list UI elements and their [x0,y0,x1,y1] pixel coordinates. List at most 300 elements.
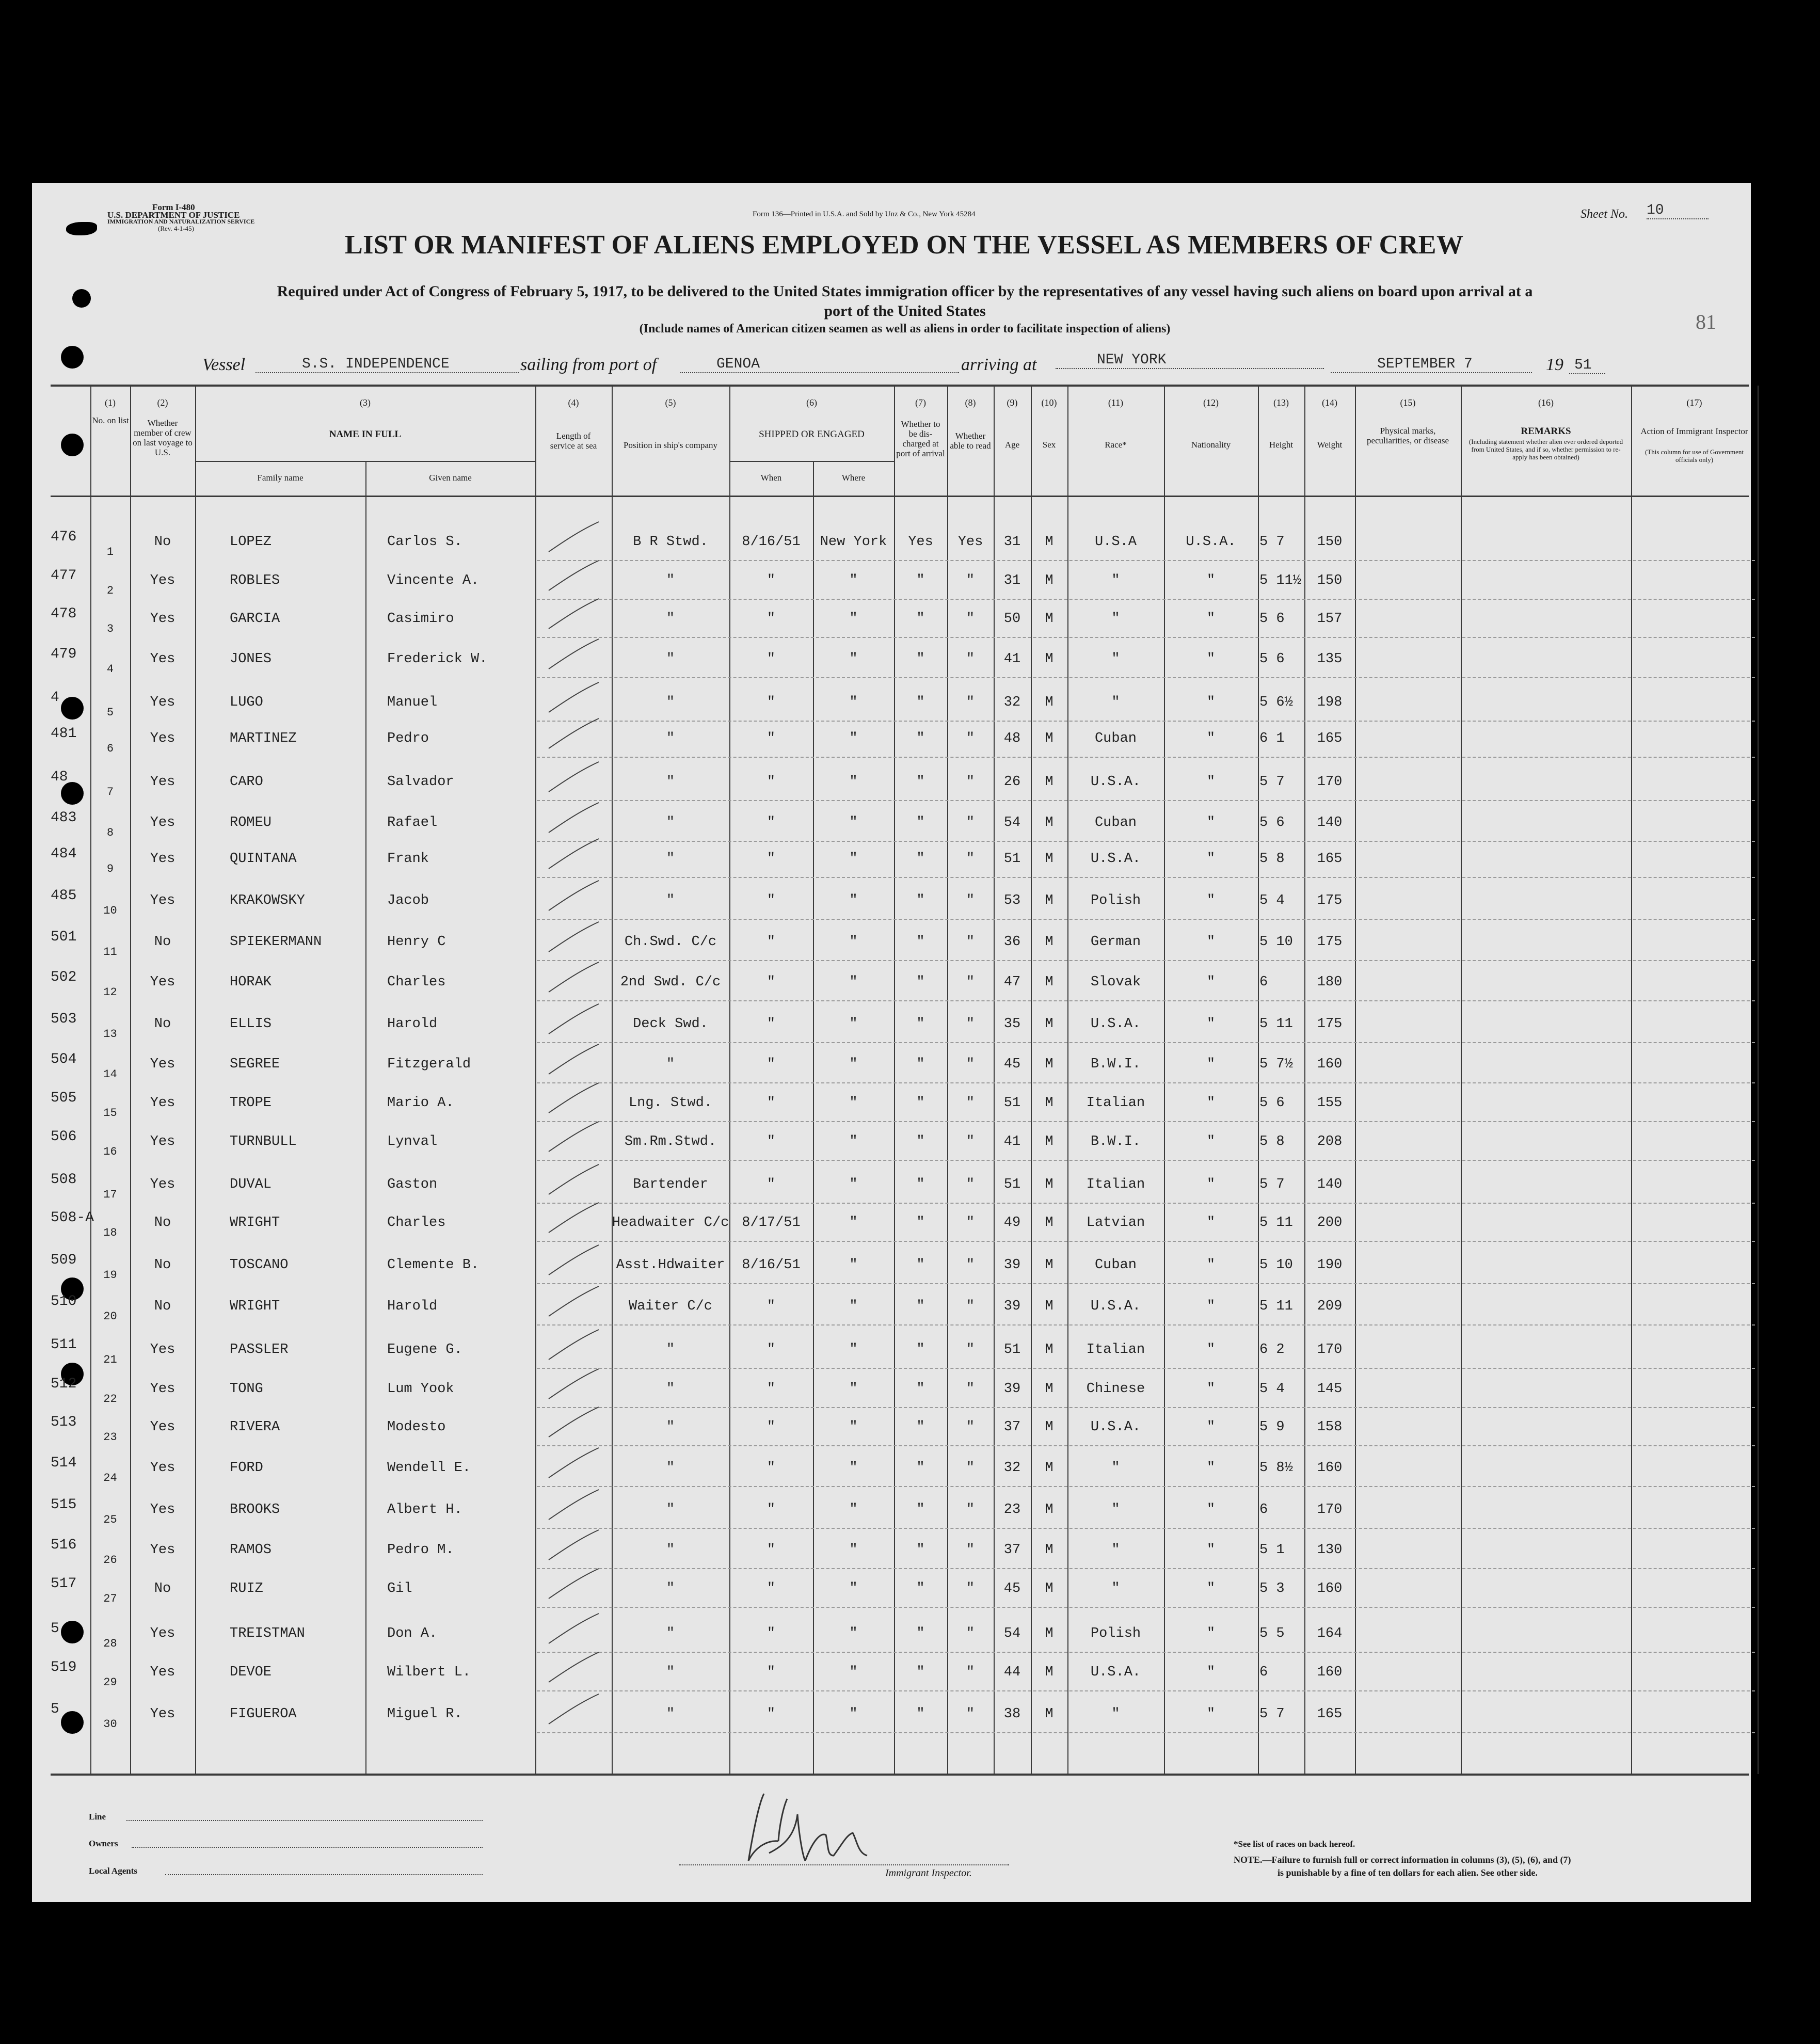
nationality: " [1206,1502,1216,1518]
height: 6 1 [1259,731,1285,746]
col-divider [195,386,196,1774]
crew-last-voyage: Yes [150,611,175,627]
row-rule [537,1241,1755,1242]
nationality: " [1206,774,1216,790]
age: 44 [1003,1665,1021,1680]
given-name: Fitzgerald [387,1057,471,1072]
height: 5 10 [1259,1257,1293,1273]
age: 37 [1003,1542,1021,1558]
position: Lng. Stwd. [628,1095,713,1111]
weight: 150 [1317,573,1343,588]
shipped-when: " [767,1460,776,1476]
nationality: " [1206,611,1216,627]
shipped-when: " [767,1342,776,1358]
shipped-when: " [767,1057,776,1072]
able-to-read: " [966,1419,975,1435]
age: 38 [1003,1706,1021,1722]
sex: M [1045,1342,1053,1358]
margin-number: 481 [51,726,77,742]
service-length-stroke [545,1367,601,1403]
height: 5 8 [1259,1134,1285,1149]
race: Italian [1086,1342,1145,1358]
service-length-stroke [545,760,601,796]
col-divider [1758,386,1759,1774]
weight: 145 [1317,1381,1343,1397]
height: 5 10 [1259,934,1293,950]
able-to-read: Yes [957,534,983,550]
service-length-stroke [545,1284,601,1320]
age: 50 [1003,611,1021,627]
nationality: " [1206,1016,1216,1032]
to-be-discharged: " [916,1665,925,1680]
row-rule [537,1283,1755,1284]
margin-number: 514 [51,1455,77,1471]
col-header-no: No. on list [92,416,129,425]
race: U.S.A. [1090,1299,1141,1314]
shipped-where: " [849,934,858,950]
able-to-read: " [966,1095,975,1111]
sex: M [1045,1502,1053,1518]
row-rule [537,919,1755,920]
shipped-when: " [767,1095,776,1111]
to-be-discharged: " [916,731,925,746]
weight: 140 [1317,1177,1343,1192]
row-rule [537,841,1755,842]
service-length-stroke [545,1650,601,1686]
sex: M [1045,975,1053,990]
nationality: " [1206,851,1216,867]
shipped-where: " [849,1665,858,1680]
age: 45 [1003,1057,1021,1072]
age: 36 [1003,934,1021,950]
position: Deck Swd. [633,1016,708,1032]
family-name: TOSCANO [230,1257,289,1273]
height: 6 2 [1259,1342,1285,1358]
service-length-stroke [545,1201,601,1237]
shipped-when: " [767,1016,776,1032]
col-divider [1461,386,1462,1774]
crew-last-voyage: No [154,1299,171,1314]
punch-hole [72,289,91,308]
nationality: " [1206,893,1216,908]
family-name: MARTINEZ [230,731,297,746]
age: 41 [1003,651,1021,667]
list-number: 29 [103,1676,117,1689]
shipped-when: " [767,1502,776,1518]
race: " [1111,573,1120,588]
margin-number: 478 [51,606,77,622]
nationality: " [1206,1706,1216,1722]
race: U.S.A [1094,534,1137,550]
given-name: Gil [387,1581,412,1596]
form-title: LIST OR MANIFEST OF ALIENS EMPLOYED ON THE VESSEL AS MEMBERS OF CREW [345,230,1464,260]
shipped-where: " [849,1342,858,1358]
given-name: Wendell E. [387,1460,471,1476]
position: Sm.Rm.Stwd. [624,1134,717,1149]
col-number: (12) [1203,397,1219,408]
family-name: TROPE [230,1095,272,1111]
col-header-discharged: Whether to be dis-charged at port of arrival [896,419,945,458]
shipped-when: " [767,1581,776,1596]
service-length-stroke [545,1692,601,1728]
row-rule [537,1528,1755,1529]
sailing-label: sailing from port of [520,355,657,374]
sex: M [1045,731,1053,746]
shipped-when: 8/16/51 [742,1257,801,1273]
position: " [666,731,675,746]
margin-number: 479 [51,646,77,662]
col-number: (11) [1108,397,1124,408]
row-rule [537,757,1755,758]
list-number: 1 [106,546,114,558]
margin-number: 517 [51,1576,77,1592]
position: " [666,1581,675,1596]
nationality: " [1206,1581,1216,1596]
sex: M [1045,1460,1053,1476]
col-divider [1067,386,1068,1774]
col-divider [612,386,613,1774]
race: Latvian [1086,1215,1145,1231]
race: " [1111,1706,1120,1722]
subtitle-line-1: Required under Act of Congress of February 5, 1917, to be delivered to the United States immigration officer by the representatives of any vessel having such aliens on board upon arrival at a [277,283,1533,300]
owners-label: Owners [89,1839,118,1848]
nationality: U.S.A. [1186,534,1236,550]
sheet-label: Sheet No. [1580,207,1628,221]
shipped-where: " [849,1057,858,1072]
service-length-stroke [545,520,601,556]
height: 5 11 [1259,1215,1293,1231]
nationality: " [1206,975,1216,990]
row-rule [537,721,1755,722]
position: " [666,1626,675,1641]
position: Waiter C/c [628,1299,713,1314]
family-name: FIGUEROA [230,1706,297,1722]
shipped-when: " [767,774,776,790]
weight: 165 [1317,851,1343,867]
shipped-when: " [767,1665,776,1680]
weight: 155 [1317,1095,1343,1111]
col-number: (8) [965,397,976,408]
nationality: " [1206,1257,1216,1273]
able-to-read: " [966,893,975,908]
line-label: Line [89,1812,106,1822]
given-name: Albert H. [387,1502,462,1518]
col-header-last-voyage: Whether member of crew on last voyage to U.S. [133,418,193,457]
crew-last-voyage: Yes [150,1460,175,1476]
col-header-shipped: SHIPPED OR ENGAGED [759,429,865,440]
shipped-where: " [849,851,858,867]
sex: M [1045,851,1053,867]
inspector-label: Immigrant Inspector. [885,1867,972,1879]
row-rule [537,800,1755,801]
family-name: ROBLES [230,573,280,588]
age: 23 [1003,1502,1021,1518]
sex: M [1045,1215,1053,1231]
to-be-discharged: " [916,1057,925,1072]
race: U.S.A. [1090,1665,1141,1680]
punch-hole [61,1621,84,1643]
list-number: 30 [103,1718,117,1731]
list-number: 22 [103,1393,117,1406]
able-to-read: " [966,1342,975,1358]
age: 31 [1003,534,1021,550]
penalty-note: NOTE.—Failure to furnish full or correct information in columns (3), (5), (6), and (7) [1234,1855,1571,1865]
able-to-read: " [966,1299,975,1314]
shipped-where: " [849,1502,858,1518]
crew-last-voyage: Yes [150,774,175,790]
service-length-stroke [545,1567,601,1603]
punch-hole [61,346,84,369]
position: " [666,1502,675,1518]
family-name: DUVAL [230,1177,272,1192]
form-revision: (Rev. 4-1-45) [158,225,194,232]
margin-number: 48 [51,769,68,785]
nationality: " [1206,1542,1216,1558]
row-rule [537,960,1755,961]
service-length-stroke [545,558,601,595]
family-name: SPIEKERMANN [230,934,322,950]
crew-last-voyage: Yes [150,893,175,908]
race: " [1111,1581,1120,1596]
shipped-when: " [767,695,776,710]
to-be-discharged: Yes [908,534,933,550]
given-name: Carlos S. [387,534,462,550]
port-of-departure: GENOA [680,356,959,373]
sex: M [1045,695,1053,710]
race: U.S.A. [1090,1419,1141,1435]
height: 5 9 [1259,1419,1285,1435]
given-name: Miguel R. [387,1706,462,1722]
race: Polish [1090,1626,1141,1641]
nationality: " [1206,573,1216,588]
shipped-where: " [849,1299,858,1314]
subtitle-line-3: (Include names of American citizen seamen as well as aliens in order to facilitate inspection of aliens) [639,322,1171,336]
able-to-read: " [966,731,975,746]
list-number: 13 [103,1028,117,1041]
position: " [666,1381,675,1397]
local-agents-field [165,1865,483,1875]
given-name: Henry C [387,934,446,950]
shipped-where: " [849,1095,858,1111]
col-header-action: Action of Immigrant Inspector [1640,426,1748,436]
sex: M [1045,1177,1053,1192]
family-name: ROMEU [230,815,272,831]
col-header-position: Position in ship's company [623,440,718,450]
row-rule [537,1568,1755,1569]
family-name: QUINTANA [230,851,297,867]
service-length-stroke [545,1611,601,1648]
list-number: 25 [103,1513,117,1526]
margin-number: 476 [51,529,77,545]
shipped-where: " [849,1626,858,1641]
list-number: 14 [103,1068,117,1081]
height: 5 7 [1259,774,1285,790]
col-divider [947,386,948,1774]
inspector-signature-line [679,1859,1009,1865]
col-header-height: Height [1269,440,1294,450]
crew-last-voyage: Yes [150,1542,175,1558]
sex: M [1045,1665,1053,1680]
age: 31 [1003,573,1021,588]
able-to-read: " [966,1134,975,1149]
crew-last-voyage: No [154,1215,171,1231]
position: Ch.Swd. C/c [624,934,717,950]
able-to-read: " [966,1542,975,1558]
col-header-where: Where [841,473,866,483]
height: 5 11½ [1259,573,1302,588]
position: " [666,1665,675,1680]
family-name: TONG [230,1381,263,1397]
able-to-read: " [966,1016,975,1032]
table-top-rule [51,385,1749,387]
shipped-where: " [849,1381,858,1397]
shipped-where: " [849,975,858,990]
margin-number: 506 [51,1129,77,1145]
col-number: (6) [806,397,817,408]
shipped-where: " [849,774,858,790]
service-length-stroke [545,1405,601,1441]
col-header-name: NAME IN FULL [329,429,402,440]
to-be-discharged: " [916,651,925,667]
list-number: 24 [103,1472,117,1484]
race: Italian [1086,1095,1145,1111]
given-name: Rafael [387,815,438,831]
crew-last-voyage: Yes [150,1626,175,1641]
race: B.W.I. [1090,1134,1141,1149]
row-rule [537,560,1755,561]
shipped-when: " [767,1381,776,1397]
sex: M [1045,1134,1053,1149]
col-divider [729,386,730,1774]
height: 6 [1259,1665,1268,1680]
list-number: 4 [106,663,114,676]
age: 37 [1003,1419,1021,1435]
row-rule [537,1607,1755,1608]
able-to-read: " [966,1502,975,1518]
col-number: (7) [915,397,926,408]
family-name: RUIZ [230,1581,263,1596]
height: 5 4 [1259,1381,1285,1397]
to-be-discharged: " [916,695,925,710]
shipped-when: " [767,1706,776,1722]
margin-number: 502 [51,969,77,985]
family-name: KRAKOWSKY [230,893,305,908]
able-to-read: " [966,1706,975,1722]
crew-last-voyage: Yes [150,651,175,667]
weight: 158 [1317,1419,1343,1435]
height: 5 11 [1259,1016,1293,1032]
age: 51 [1003,1342,1021,1358]
given-name: Modesto [387,1419,446,1435]
shipped-when: " [767,1134,776,1149]
height: 5 6 [1259,815,1285,831]
shipped-when: " [767,975,776,990]
shipped-where: " [849,1542,858,1558]
crew-last-voyage: Yes [150,1665,175,1680]
col-header-age: Age [1004,440,1020,450]
margin-number: 516 [51,1537,77,1553]
race: U.S.A. [1090,774,1141,790]
nationality: " [1206,1626,1216,1641]
weight: 175 [1317,934,1343,950]
to-be-discharged: " [916,851,925,867]
col-divider [1164,386,1165,1774]
crew-last-voyage: Yes [150,815,175,831]
row-rule [537,1652,1755,1653]
list-number: 16 [103,1145,117,1158]
service-length-stroke [545,801,601,837]
service-length-stroke [545,1243,601,1279]
col-number: (3) [360,397,371,408]
crew-last-voyage: No [154,934,171,950]
owners-field [132,1838,483,1848]
to-be-discharged: " [916,815,925,831]
margin-number: 477 [51,568,77,584]
crew-last-voyage: Yes [150,1342,175,1358]
crew-last-voyage: No [154,1581,171,1596]
service-length-stroke [545,597,601,633]
height: 5 4 [1259,893,1285,908]
race: B.W.I. [1090,1057,1141,1072]
col-header-nationality: Nationality [1191,440,1231,450]
nationality: " [1206,1342,1216,1358]
shipped-when: " [767,934,776,950]
given-name: Salvador [387,774,454,790]
subheader-rule [195,461,535,462]
crew-last-voyage: Yes [150,1502,175,1518]
col-header-read: Whether able to read [950,431,991,451]
given-name: Frederick W. [387,651,488,667]
col-divider [535,386,536,1774]
crew-last-voyage: Yes [150,1134,175,1149]
race: Cuban [1094,1257,1137,1273]
vessel-name: S.S. INDEPENDENCE [256,356,519,373]
col-divider [894,386,895,1774]
to-be-discharged: " [916,934,925,950]
service-length-stroke [545,1002,601,1038]
col-divider [994,386,995,1774]
family-name: JONES [230,651,272,667]
col-divider [1031,386,1032,1774]
family-name: FORD [230,1460,263,1476]
crew-last-voyage: Yes [150,573,175,588]
able-to-read: " [966,651,975,667]
col-divider [1355,386,1356,1774]
row-rule [537,1160,1755,1161]
col-header-service-length: Length of service at sea [550,431,597,451]
race: " [1111,611,1120,627]
age: 39 [1003,1257,1021,1273]
service-length-stroke [545,680,601,716]
margin-number: 515 [51,1497,77,1513]
col-number: (1) [105,397,116,408]
position: " [666,611,675,627]
subtitle-line-2: port of the United States [824,302,986,320]
given-name: Wilbert L. [387,1665,471,1680]
to-be-discharged: " [916,1542,925,1558]
age: 32 [1003,695,1021,710]
family-name: LOPEZ [230,534,272,550]
age: 48 [1003,731,1021,746]
sex: M [1045,1057,1053,1072]
to-be-discharged: " [916,1626,925,1641]
race: " [1111,1460,1120,1476]
sex: M [1045,1626,1053,1641]
family-name: CARO [230,774,263,790]
shipped-when: " [767,815,776,831]
col-number: (14) [1322,397,1337,408]
margin-number: 509 [51,1252,77,1268]
